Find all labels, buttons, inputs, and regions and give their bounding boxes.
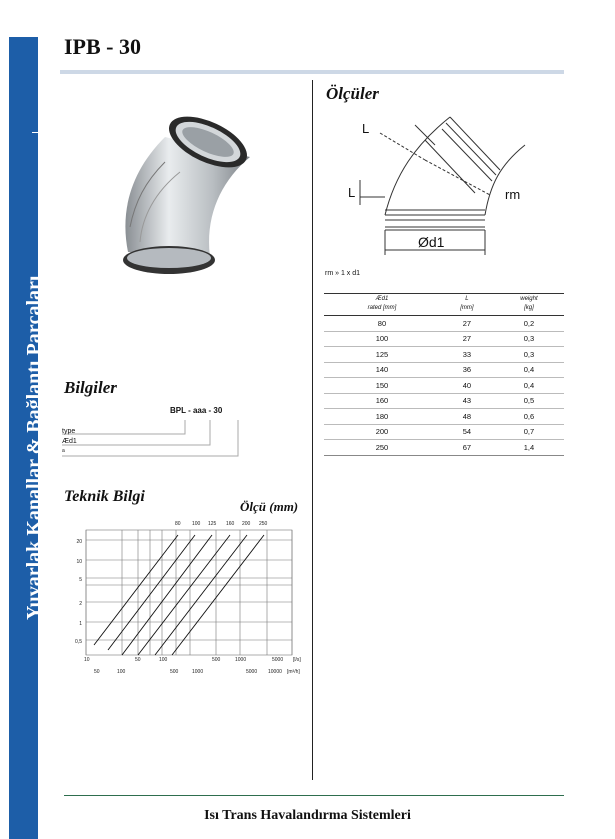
size-label: 100 bbox=[192, 521, 201, 527]
x-tick: 50 bbox=[135, 657, 141, 663]
x-tick: 500 bbox=[212, 657, 221, 663]
dim-label-l-left: L bbox=[348, 185, 356, 200]
cell-length: 67 bbox=[440, 440, 494, 456]
order-label-angle: a bbox=[62, 448, 65, 454]
header-length-unit: [mm] bbox=[460, 305, 474, 311]
cell-diameter: 140 bbox=[324, 362, 440, 378]
cell-weight: 0,7 bbox=[494, 424, 564, 440]
cell-weight: 0,5 bbox=[494, 393, 564, 409]
dim-label-d1: Ød1 bbox=[418, 234, 445, 250]
size-label: 125 bbox=[208, 521, 217, 527]
cell-diameter: 160 bbox=[324, 393, 440, 409]
cell-length: 40 bbox=[440, 378, 494, 394]
graph-x-ticks-m3h bbox=[94, 669, 300, 675]
size-label: 160 bbox=[226, 521, 235, 527]
table-row bbox=[324, 393, 564, 409]
cell-diameter: 180 bbox=[324, 409, 440, 425]
cell-length: 48 bbox=[440, 409, 494, 425]
section-bilgiler: Bilgiler bbox=[64, 378, 117, 397]
cell-length: 54 bbox=[440, 424, 494, 440]
x-tick: [m³/h] bbox=[287, 669, 300, 675]
header-length-name: L bbox=[465, 296, 469, 302]
x-tick: 100 bbox=[159, 657, 168, 663]
x-tick: 5000 bbox=[246, 669, 258, 675]
cell-weight: 0,3 bbox=[494, 347, 564, 363]
pressure-curve bbox=[108, 535, 195, 650]
order-code: BPL - aaa - 30 bbox=[170, 406, 223, 415]
x-tick: 5000 bbox=[272, 657, 284, 663]
pressure-curve bbox=[122, 535, 212, 655]
title-rule bbox=[60, 70, 564, 74]
table-row bbox=[324, 409, 564, 425]
x-tick: 10 bbox=[84, 657, 90, 663]
y-tick: 20 bbox=[76, 539, 82, 545]
cell-length: 36 bbox=[440, 362, 494, 378]
graph-curves bbox=[94, 535, 264, 655]
page-title: IPB - 30 bbox=[64, 34, 141, 59]
cell-weight: 1,4 bbox=[494, 440, 564, 456]
dimension-drawing bbox=[340, 105, 540, 265]
size-label: 250 bbox=[259, 521, 268, 527]
product-photo bbox=[110, 112, 265, 287]
graph-size-labels bbox=[175, 521, 268, 527]
x-tick: 50 bbox=[94, 669, 100, 675]
x-tick: 500 bbox=[170, 669, 179, 675]
graph-x-ticks-ls bbox=[84, 657, 301, 663]
header-weight bbox=[494, 294, 564, 316]
sidebar-tick bbox=[32, 132, 38, 133]
order-label-type: type bbox=[62, 428, 76, 435]
pressure-curve bbox=[94, 535, 178, 645]
dim-label-rm: rm bbox=[505, 187, 521, 202]
radius-formula: rm » 1 x d1 bbox=[325, 270, 361, 277]
table-row bbox=[324, 331, 564, 347]
section-teknik-bilgi: Teknik Bilgi bbox=[64, 488, 145, 505]
graph-frame bbox=[86, 530, 292, 655]
cell-weight: 0,6 bbox=[494, 409, 564, 425]
pressure-loss-graph bbox=[60, 515, 310, 680]
cell-diameter: 150 bbox=[324, 378, 440, 394]
x-tick: 1000 bbox=[235, 657, 247, 663]
x-tick: [l/s] bbox=[293, 657, 301, 663]
header-diameter-name: Æd1 bbox=[375, 296, 389, 302]
cell-weight: 0,3 bbox=[494, 331, 564, 347]
cell-length: 27 bbox=[440, 331, 494, 347]
section-olculer: Ölçüler bbox=[326, 84, 379, 103]
y-tick: 0,5 bbox=[75, 639, 82, 645]
table-row bbox=[324, 362, 564, 378]
graph-grid bbox=[86, 530, 292, 655]
cell-diameter: 125 bbox=[324, 347, 440, 363]
pressure-curve bbox=[155, 535, 247, 655]
cell-weight: 0,4 bbox=[494, 362, 564, 378]
table-row bbox=[324, 440, 564, 456]
order-code-lines bbox=[60, 400, 260, 460]
cell-diameter: 100 bbox=[324, 331, 440, 347]
x-tick: 100 bbox=[117, 669, 126, 675]
header-weight-name: weight bbox=[520, 296, 538, 302]
cell-diameter: 80 bbox=[324, 316, 440, 332]
cell-length: 27 bbox=[440, 316, 494, 332]
cell-length: 33 bbox=[440, 347, 494, 363]
y-tick: 1 bbox=[79, 621, 82, 627]
table-row bbox=[324, 347, 564, 363]
table-row bbox=[324, 316, 564, 332]
dim-label-l-top: L bbox=[362, 121, 370, 136]
order-code-diagram bbox=[60, 400, 260, 460]
footer-rule bbox=[64, 795, 564, 796]
size-label: 80 bbox=[175, 521, 181, 527]
header-length bbox=[440, 294, 494, 316]
y-tick: 2 bbox=[79, 601, 82, 607]
cell-length: 43 bbox=[440, 393, 494, 409]
header-diameter-unit: rated [mm] bbox=[367, 305, 397, 311]
header-diameter bbox=[324, 294, 440, 316]
graph-y-ticks bbox=[75, 539, 82, 645]
cell-weight: 0,4 bbox=[494, 378, 564, 394]
table-row bbox=[324, 378, 564, 394]
sidebar-title: Yuvarlak Kanallar & Bağlantı Parçaları bbox=[23, 275, 45, 620]
cell-weight: 0,2 bbox=[494, 316, 564, 332]
cell-diameter: 250 bbox=[324, 440, 440, 456]
order-label-diameter: Æd1 bbox=[62, 438, 77, 445]
y-tick: 10 bbox=[76, 559, 82, 565]
cell-diameter: 200 bbox=[324, 424, 440, 440]
spec-table bbox=[324, 293, 564, 456]
column-divider bbox=[312, 80, 313, 780]
table-row bbox=[324, 424, 564, 440]
pressure-curve bbox=[172, 535, 264, 655]
y-tick: 5 bbox=[79, 577, 82, 583]
size-label: 200 bbox=[242, 521, 251, 527]
header-weight-unit: [kg] bbox=[524, 305, 534, 311]
graph-size-caption: Ölçü (mm) bbox=[240, 499, 299, 514]
footer-company: Isı Trans Havalandırma Sistemleri bbox=[204, 808, 411, 823]
x-tick: 10000 bbox=[268, 669, 282, 675]
x-tick: 1000 bbox=[192, 669, 204, 675]
